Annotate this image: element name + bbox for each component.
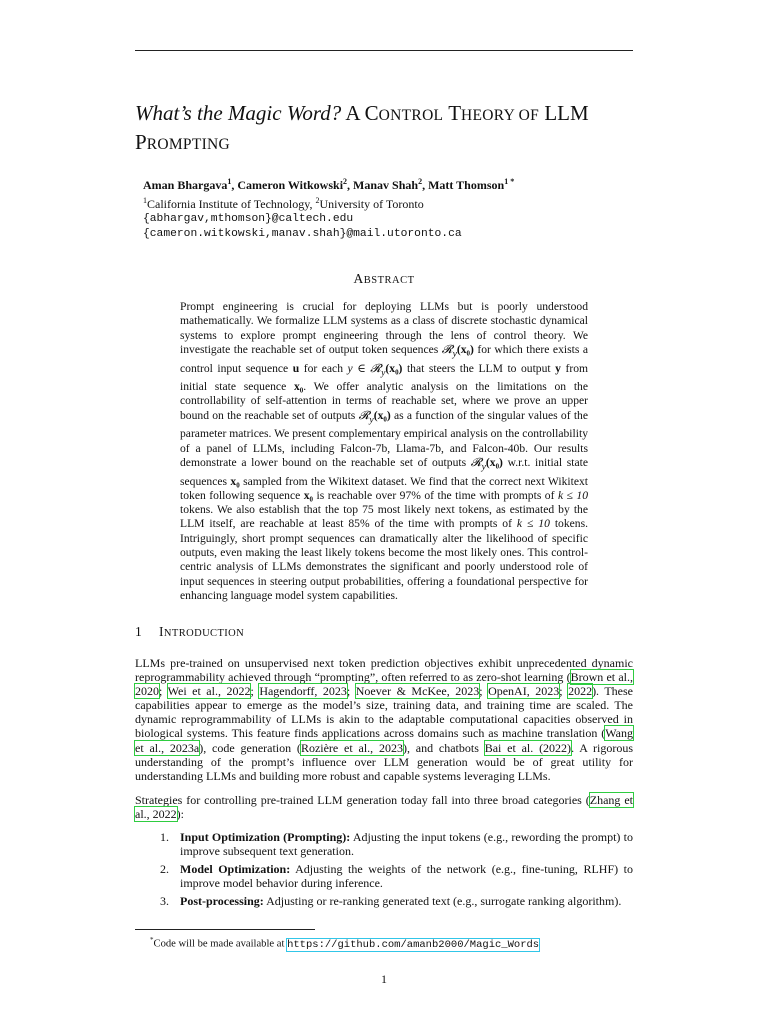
author-names: Aman Bhargava$^1$, Cameron Witkowski$^2$, Manav Shah$^2$, Matt Thomson$^{1 *}$	[143, 177, 515, 192]
title-italic: What’s the Magic Word?	[135, 101, 342, 125]
abstract-heading: ABSTRACT	[353, 271, 415, 286]
citation-link[interactable]: Wang et al., 2023a	[135, 726, 633, 755]
github-link[interactable]: https://github.com/amanb2000/Magic_Words	[287, 938, 540, 951]
citation-link[interactable]: Bai et al. (2022)	[484, 740, 572, 755]
page-number: 1	[381, 972, 387, 986]
title-part-a: A CONTROL THEORY OF LLM	[345, 101, 589, 125]
strategy-list	[160, 830, 633, 912]
email-caltech[interactable]: {abhargav,mthomson}@caltech.edu	[143, 213, 354, 225]
header-rule	[135, 50, 633, 51]
paper-title	[135, 100, 635, 158]
title-part-b: PROMPTING	[135, 130, 231, 154]
abstract-text: Prompt engineering is crucial for deploying LLMs but is poorly understood mathematically. We formalize LLM systems as a class of discrete stochastic dynamical systems to explore prompt engineering through the lens of control theory. We investigate the reachable set of output token sequences 𝓡$_y$(x₀) for which there exists a control input sequence u for each y ∈ 𝓡$_y$(x₀) that steers the LLM to output y from initial state sequence x₀. We offer analytic analysis on the limitations on the controllability of self-attention in terms of reachable set, where we prove an upper bound on the reachable set of outputs 𝓡$_y$(x₀) as a function of the singular values of the parameter matrices. We present complementary empirical analysis on the controllability of a panel of LLMs, including Falcon-7b, Llama-7b, and Falcon-40b. Our results demonstrate a lower bound on the reachable set of outputs 𝓡$_y$(x₀) w.r.t. initial state sequences x₀ sampled from the Wikitext dataset. We find that the correct next Wikitext token following sequence x₀ is reachable over 97% of the time with prompts of k ≤ 10 tokens. We also establish that the top 75 most likely next tokens, as estimated by the LLM itself, are reachable at least 85% of the time with prompts of k ≤ 10 tokens. Intriguingly, short prompt sequences can dramatically alter the likelihood of specific outputs, even making the least likely tokens become the most likely ones. This control-centric analysis of LLMs demonstrates the significant and poorly understood role of input sequences in steering output probabilities, offering a foundational perspective for enhancing language model system capabilities.	[180, 300, 589, 602]
citation-link[interactable]: Wei et al., 2022	[167, 684, 251, 699]
footnote: *Code will be made available at https://github.com/amanb2000/Magic_Words	[150, 936, 540, 951]
citation-link[interactable]: Brown et al., 2020	[135, 670, 633, 699]
citation-link[interactable]: OpenAI, 2023	[488, 684, 560, 699]
section-heading-introduction: 1 INTRODUCTION	[135, 624, 245, 639]
intro-paragraph-1: LLMs pre-trained on unsupervised next token prediction objectives exhibit unprecedented dynamic reprogrammability achieved through “prompting”, often referred to as zero-shot learning (Brown et al., 2020; Wei et al., 2022; Hagendorff, 2023; Noever & McKee, 2023; OpenAI, 2023; 2022). These capabilities appear to emerge as the model’s size, training data, and training time are scaled. The dynamic reprogrammability of LLMs is akin to the adaptable computational capacities observed in biological systems. This feature finds applications across domains such as machine translation (Wang et al., 2023a), code generation (Rozière et al., 2023), and chatbots Bai et al. (2022). A rigorous understanding of the prompt’s influence over LLM generation would be of great utility for understanding LLMs and building more robust and capable systems leveraging LLMs.	[135, 656, 633, 783]
citation-link[interactable]: Noever & McKee, 2023	[355, 684, 480, 699]
email-utoronto[interactable]: {cameron.witkowski,manav.shah}@mail.utoronto.ca	[143, 228, 462, 240]
citation-link[interactable]: Hagendorff, 2023	[259, 684, 347, 699]
author-block	[143, 174, 643, 242]
citation-link[interactable]: Rozière et al., 2023	[300, 740, 403, 755]
list-item: 1. Input Optimization (Prompting): Adjusting the input tokens (e.g., rewording the prompt) to improve subsequent text generation.	[160, 830, 633, 859]
footnote-rule	[135, 929, 315, 930]
list-item: 3. Post-processing: Adjusting or re-ranking generated text (e.g., surrogate ranking algorithm).	[160, 894, 622, 909]
affiliations: $^1$California Institute of Technology, $^2$University of Toronto	[143, 196, 424, 211]
citation-link[interactable]: Zhang et al., 2022	[135, 793, 633, 822]
list-item: 2. Model Optimization: Adjusting the weights of the network (e.g., fine-tuning, RLHF) to improve model behavior during inference.	[160, 862, 634, 891]
citation-link[interactable]: 2022	[568, 684, 593, 699]
intro-paragraph-2: Strategies for controlling pre-trained LLM generation today fall into three broad categories (Zhang et al., 2022):	[135, 793, 633, 822]
